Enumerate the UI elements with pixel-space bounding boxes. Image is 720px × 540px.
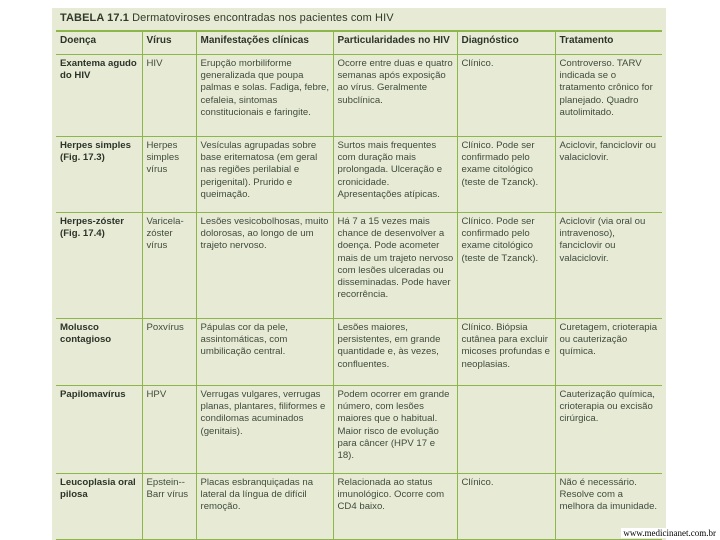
cell-treatment: Aciclovir, fanciclovir ou valaciclovir. (555, 137, 662, 213)
cell-hiv-particularities: Surtos mais frequentes com duração mais prolongada. Ulceração e cronicidade. Apresentações atípicas. (333, 137, 457, 213)
cell-virus: HPV (142, 386, 196, 474)
cell-disease: Herpes-zóster (Fig. 17.4) (56, 213, 142, 319)
cell-treatment: Não é necessário. Resolve com a melhora da imunidade. (555, 474, 662, 540)
table-caption: Dermatoviroses encontradas nos pacientes com HIV (132, 12, 394, 24)
cell-diagnosis (457, 386, 555, 474)
header-row (56, 32, 662, 55)
cell-diagnosis: Clínico. (457, 55, 555, 137)
table-title (60, 12, 660, 28)
cell-diagnosis: Clínico. (457, 474, 555, 540)
table-row (56, 319, 662, 386)
cell-treatment: Controverso. TARV indicada se o tratamento crônico for planejado. Quadro autolimitado. (555, 55, 662, 137)
cell-hiv-particularities: Ocorre entre duas e quatro semanas após exposição ao vírus. Geralmente subclínica. (333, 55, 457, 137)
cell-manifestations: Vesículas agrupadas sobre base eritematosa (em geral nas regiões perilabial e perigenital). Prurido e queimação. (196, 137, 333, 213)
cell-disease: Herpes simples (Fig. 17.3) (56, 137, 142, 213)
cell-virus: HIV (142, 55, 196, 137)
cell-manifestations: Lesões vesicobolhosas, muito dolorosas, ao longo de um trajeto nervoso. (196, 213, 333, 319)
cell-hiv-particularities: Há 7 a 15 vezes mais chance de desenvolver a doença. Pode acometer mais de um trajeto nervoso com lesões ulceradas ou disseminadas. Pode haver recorrência. (333, 213, 457, 319)
cell-manifestations: Verrugas vulgares, verrugas planas, plantares, filiformes e condilomas acuminados (genitais). (196, 386, 333, 474)
cell-hiv-particularities: Podem ocorrer em grande número, com lesões maiores que o habitual. Maior risco de evolução para câncer (HPV 17 e 18). (333, 386, 457, 474)
cell-treatment: Curetagem, crioterapia ou cauterização química. (555, 319, 662, 386)
table-row (56, 137, 662, 213)
cell-manifestations: Erupção morbiliforme generalizada que poupa palmas e solas. Fadiga, febre, cefaleia, sintomas constitucionais e faringite. (196, 55, 333, 137)
cell-treatment: Aciclovir (via oral ou intravenoso), fanciclovir ou valaciclovir. (555, 213, 662, 319)
dermatoviroses-table (56, 32, 662, 540)
table-row (56, 386, 662, 474)
cell-virus: Poxvírus (142, 319, 196, 386)
cell-diagnosis: Clínico. Biópsia cutânea para excluir micoses profundas e neoplasias. (457, 319, 555, 386)
cell-hiv-particularities: Relacionada ao status imunológico. Ocorre com CD4 baixo. (333, 474, 457, 540)
header-manifestacoes: Manifestações clínicas (196, 32, 333, 55)
header-virus: Vírus (142, 32, 196, 55)
cell-virus: Herpes simples vírus (142, 137, 196, 213)
cell-disease: Molusco contagioso (56, 319, 142, 386)
cell-treatment: Cauterização química, crioterapia ou excisão cirúrgica. (555, 386, 662, 474)
cell-virus: Epstein--Barr vírus (142, 474, 196, 540)
cell-manifestations: Pápulas cor da pele, assintomáticas, com umbilicação central. (196, 319, 333, 386)
header-diagnostico: Diagnóstico (457, 32, 555, 55)
header-particularidades: Particularidades no HIV (333, 32, 457, 55)
source-credit: www.medicinanet.com.br (623, 528, 716, 538)
header-doenca: Doença (56, 32, 142, 55)
cell-diagnosis: Clínico. Pode ser confirmado pelo exame citológico (teste de Tzanck). (457, 137, 555, 213)
cell-disease: Papilomavírus (56, 386, 142, 474)
table-row (56, 55, 662, 137)
cell-hiv-particularities: Lesões maiores, persistentes, em grande quantidade e, às vezes, confluentes. (333, 319, 457, 386)
table-row (56, 213, 662, 319)
cell-disease: Exantema agudo do HIV (56, 55, 142, 137)
table-row (56, 474, 662, 540)
cell-disease: Leucoplasia oral pilosa (56, 474, 142, 540)
header-tratamento: Tratamento (555, 32, 662, 55)
cell-virus: Varicela-zóster vírus (142, 213, 196, 319)
cell-diagnosis: Clínico. Pode ser confirmado pelo exame citológico (teste de Tzanck). (457, 213, 555, 319)
table-number: TABELA 17.1 (60, 12, 129, 24)
cell-manifestations: Placas esbranquiçadas na lateral da língua de difícil remoção. (196, 474, 333, 540)
table-page (52, 8, 666, 540)
